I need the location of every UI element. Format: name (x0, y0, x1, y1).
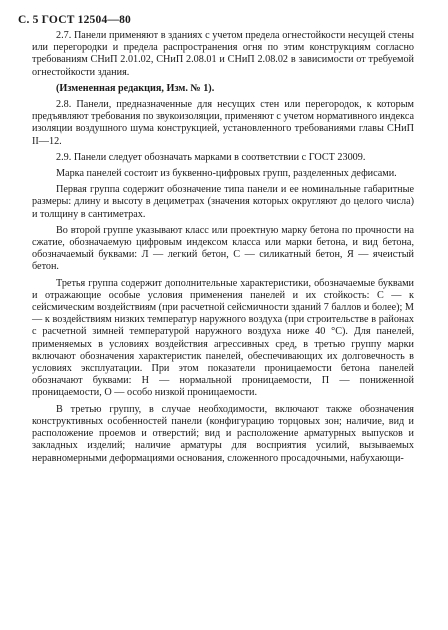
paragraph-third-group: Третья группа содержит дополнительные характеристики, обозначаемые буквами и отражающие особые условия применения панелей и их стойкость: С — к сейсмическим воздействиям (при расчетной сейсмичности зданий 7 баллов и более); М — к воздействиям низких температур наружного воздуха (при строительстве в районах с расчетной зимней температурой наружного воздуха ниже 40 °С). Для панелей, применяемых в условиях воздействия агрессивных сред, в третью группу марки включают обозначения характеристик панелей, обеспечивающих их долговечность в условиях эксплуатации. При этом показатели проницаемости бетона панелей обозначают буквами: Н — нормальной проницаемости, П — пониженной проницаемости, О — особо низкой проницаемости. (32, 277, 414, 399)
paragraph-third-group-continued: В третью группу, в случае необходимости, включают также обозначения конструктивных особенностей панели (конфигурацию торцовых зон; наличие, вид и расположение проемов и отверстий; вид и расположение арматурных выпусков и закладных изделий; наличие арматуры для восприятия усилий, вызываемых неравномерными деформациями основания, сложенного просадочными, набухающи- (32, 403, 414, 464)
paragraph-marking: Марка панелей состоит из буквенно-цифровых групп, разделенных дефисами. (56, 168, 397, 180)
paragraph-2-8: 2.8. Панели, предназначенные для несущих стен или перегородок, к которым предъявляют требования по звукоизоляции, применяют с учетом нормативного индекса изоляции воздушного шума конструкцией, установленного требованиями главы СНиП II—12. (32, 99, 414, 147)
paragraph-2-7: 2.7. Панели применяют в зданиях с учетом предела огнестойкости несущей стены или перегородки и предела распространения огня по этим конструкциям согласно требованиям СНиП 2.01.02, СНиП 2.08.01 и СНиП 2.08.02 в зависимости от требуемой огнестойкости здания. (32, 30, 414, 78)
page-header: С. 5 ГОСТ 12504—80 (18, 14, 131, 26)
paragraph-2-9: 2.9. Панели следует обозначать марками в соответствии с ГОСТ 23009. (56, 151, 366, 163)
amendment-note: (Измененная редакция, Изм. № 1). (56, 82, 215, 94)
paragraph-second-group: Во второй группе указывают класс или проектную марку бетона по прочности на сжатие, обозначаемую цифровым индексом класса или марки бетона, и вид бетона, обозначаемый буквами: Л — легкий бетон, С — силикатный бетон, Я — ячеистый бетон. (32, 224, 414, 273)
paragraph-first-group: Первая группа содержит обозначение типа панели и ее номинальные габаритные размеры: длину и высоту в дециметрах (значения которых округляют до целого числа) и толщину в сантиметрах. (32, 184, 414, 220)
